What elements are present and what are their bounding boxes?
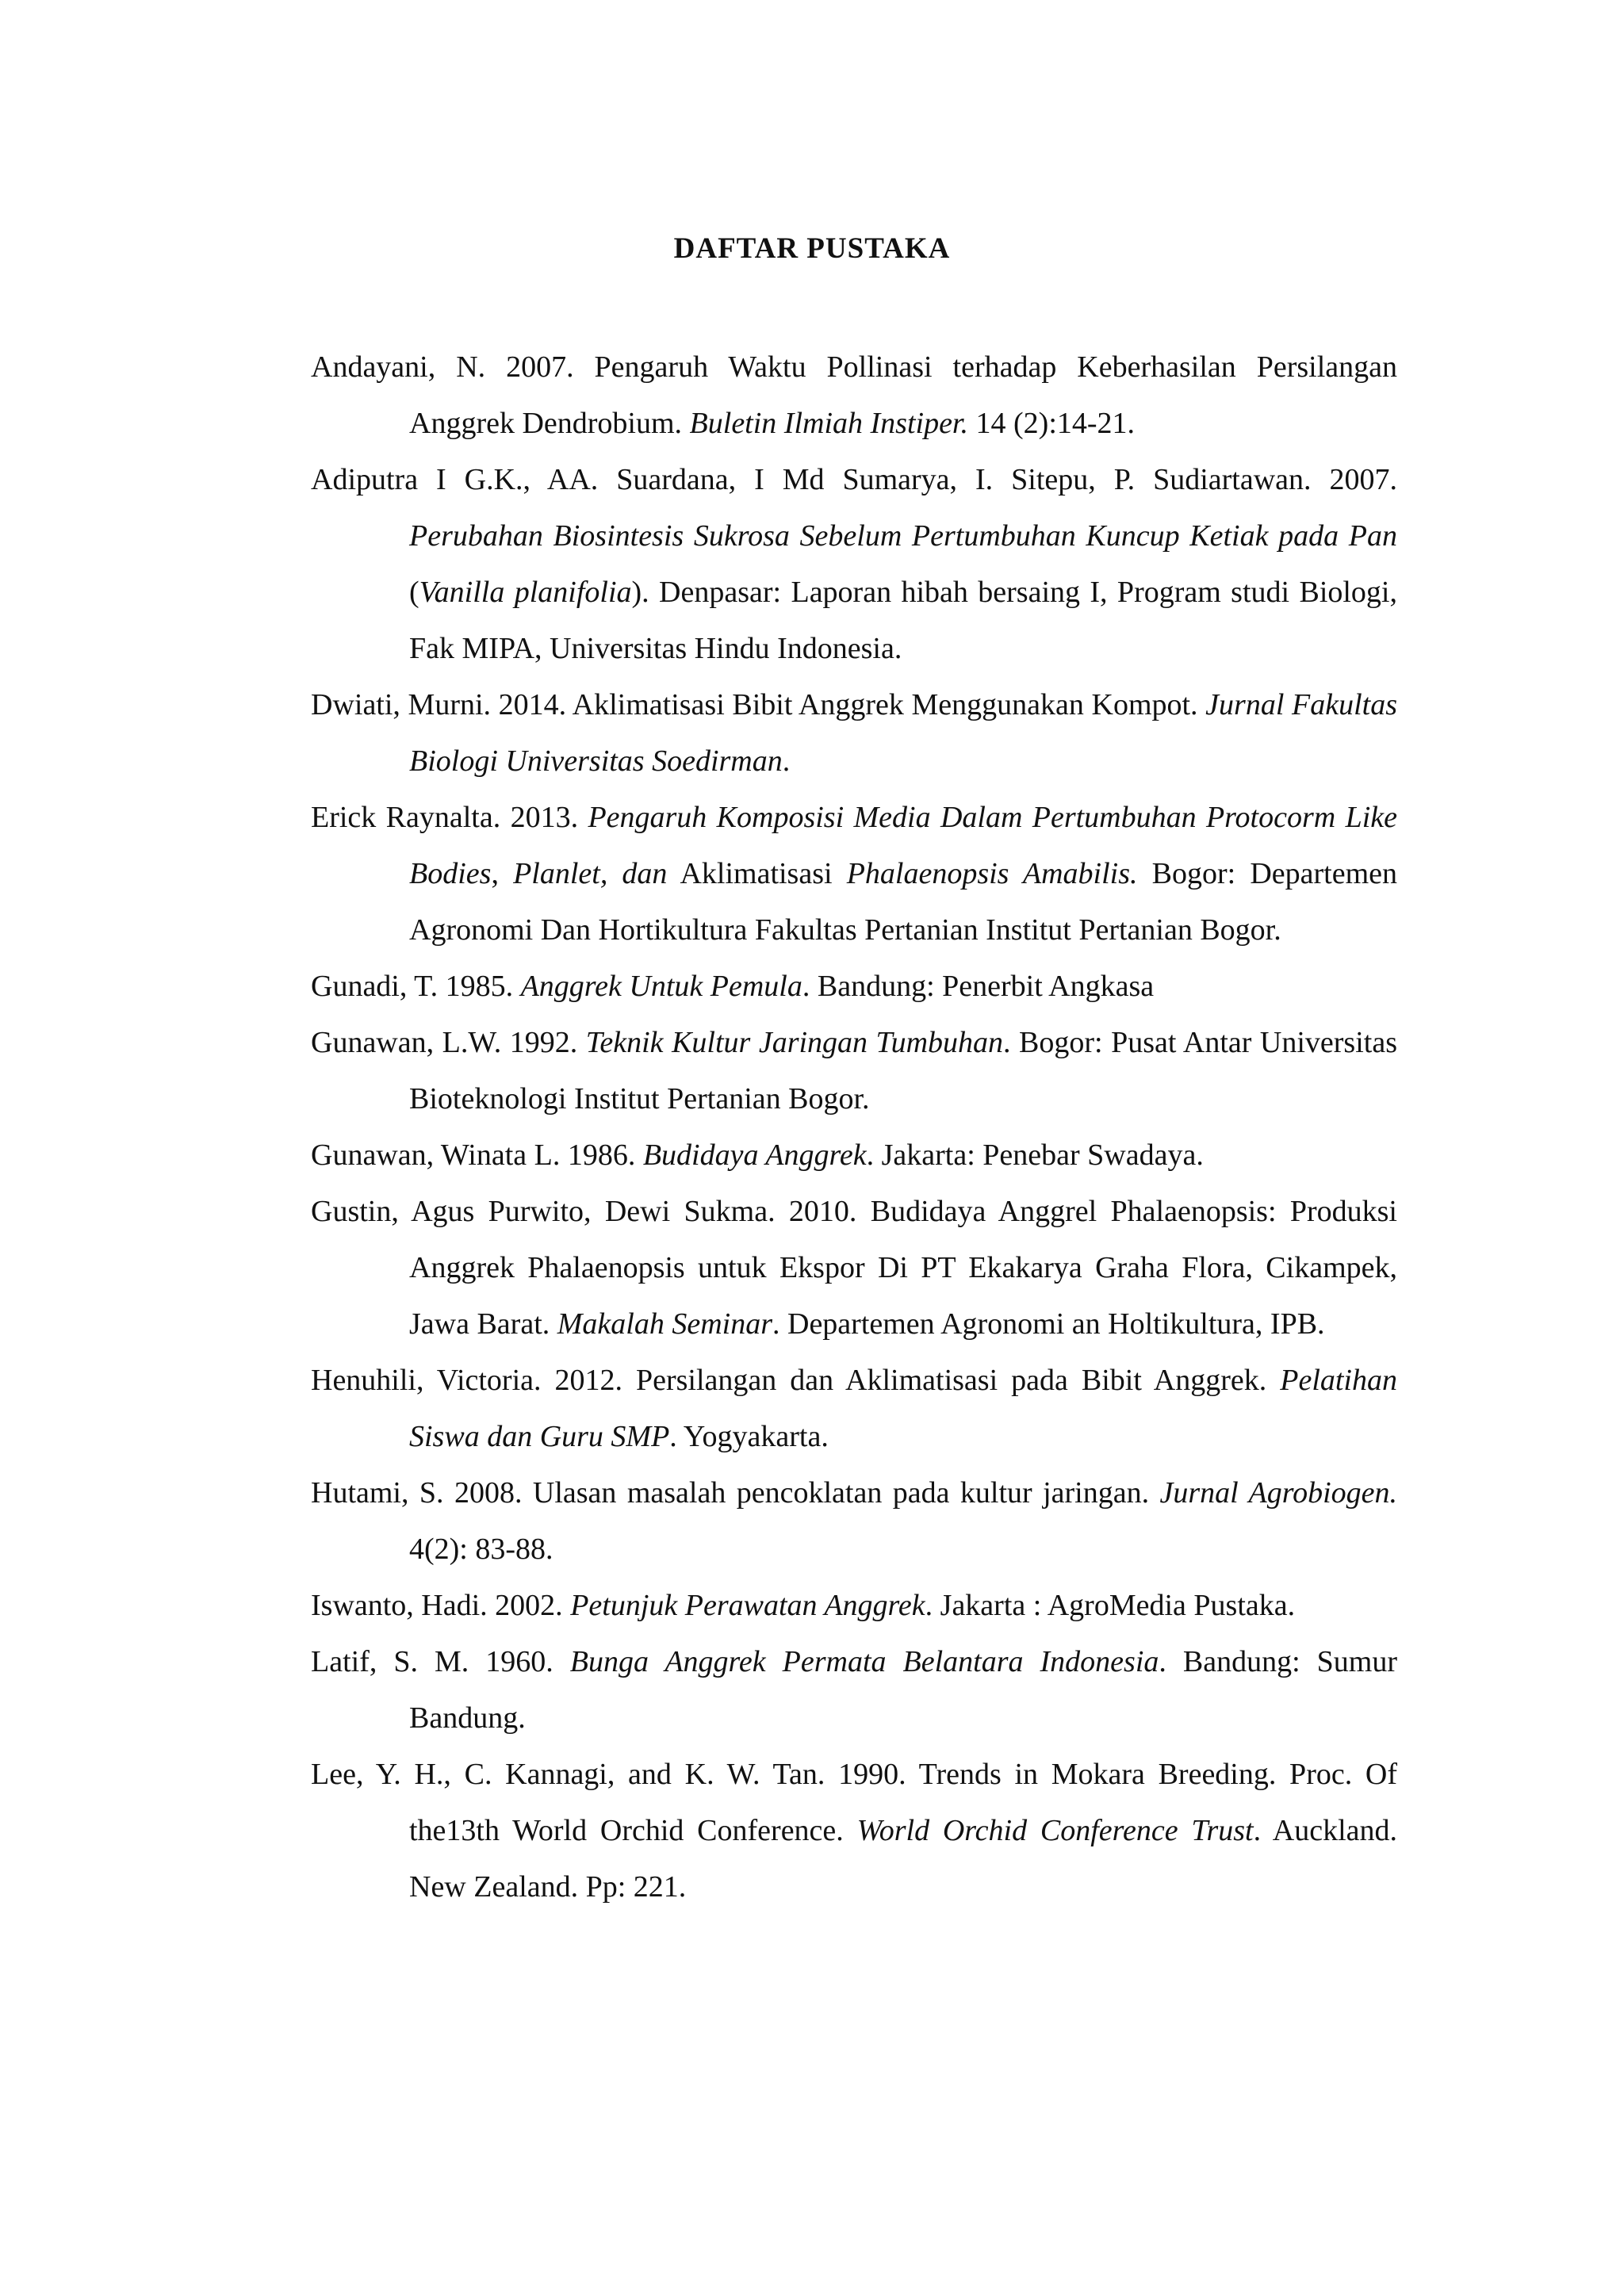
reference-segment: Gunadi, T. 1985. [311, 970, 521, 1003]
reference-item [311, 1634, 1397, 1747]
reference-segment: 4(2): 83-88. [409, 1533, 553, 1566]
reference-italic-segment: Jurnal Fakultas Biologi Universitas Soedirman [409, 688, 1397, 778]
reference-italic-segment: Vanilla planifolia [419, 576, 632, 609]
reference-item [311, 1184, 1397, 1353]
reference-segment: , [491, 857, 514, 890]
reference-segment: . Jakarta : AgroMedia Pustaka. [925, 1589, 1296, 1622]
reference-item [311, 959, 1397, 1015]
reference-italic-segment: Bunga Anggrek Permata Belantara Indonesia [569, 1645, 1159, 1678]
reference-segment: Hutami, S. 2008. Ulasan masalah pencoklatan pada kultur jaringan. [311, 1476, 1160, 1510]
reference-item [311, 790, 1397, 959]
reference-italic-segment: Pelatihan Siswa dan Guru SMP [409, 1364, 1397, 1453]
reference-italic-segment: Petunjuk Perawatan Anggrek [570, 1589, 925, 1622]
reference-segment: Gunawan, L.W. 1992. [311, 1026, 586, 1059]
reference-item [311, 1578, 1397, 1634]
reference-segment: . Jakarta: Penebar Swadaya. [866, 1138, 1204, 1172]
reference-segment: Aklimatisasi [667, 857, 847, 890]
reference-item [311, 1747, 1397, 1915]
reference-segment: Gunawan, Winata L. 1986. [311, 1138, 643, 1172]
reference-item [311, 1353, 1397, 1465]
reference-segment: Adiputra I G.K., AA. Suardana, I Md Sumarya, I. Sitepu, P. Sudiartawan. 2007. [311, 463, 1397, 496]
reference-segment: . Departemen Agronomi an Holtikultura, IPB. [772, 1307, 1325, 1341]
reference-italic-segment: Perubahan Biosintesis Sukrosa Sebelum Pertumbuhan Kuncup Ketiak pada Pan [409, 519, 1397, 553]
reference-italic-segment: Buletin Ilmiah Instiper. [689, 407, 969, 440]
reference-italic-segment: Pengaruh Komposisi Media Dalam Pertumbuhan Protocorm Like Bodies [409, 801, 1397, 890]
reference-segment: 14 (2):14-21. [968, 407, 1136, 440]
reference-item [311, 1015, 1397, 1127]
reference-item [311, 452, 1397, 677]
reference-italic-segment: World Orchid Conference Trust [856, 1814, 1254, 1847]
reference-item [311, 1465, 1397, 1578]
reference-segment: . Bandung: Penerbit Angkasa [802, 970, 1155, 1003]
reference-segment: ( [409, 576, 419, 609]
reference-italic-segment: Phalaenopsis Amabilis. [846, 857, 1138, 890]
reference-segment: ). Denpasar: Laporan hibah bersaing I, Program studi Biologi, Fak MIPA, Universitas Hindu Indonesia. [409, 576, 1397, 665]
reference-italic-segment: Planlet, dan [513, 857, 668, 890]
reference-segment: Lee, Y. H., C. Kannagi, and K. W. Tan. 1990. Trends in Mokara Breeding. Proc. Of the13th World Orchid Conference. [311, 1758, 1397, 1847]
reference-segment: Andayani, N. 2007. Pengaruh Waktu Pollinasi terhadap Keberhasilan Persilangan Anggrek Dendrobium. [311, 350, 1397, 440]
reference-segment: . Auckland. New Zealand. Pp: 221. [409, 1814, 1397, 1904]
reference-segment: Henuhili, Victoria. 2012. Persilangan dan Aklimatisasi pada Bibit Anggrek. [311, 1364, 1281, 1397]
reference-segment: . [782, 744, 791, 778]
reference-italic-segment: Makalah Seminar [557, 1307, 772, 1341]
reference-italic-segment: Teknik Kultur Jaringan Tumbuhan [585, 1026, 1004, 1059]
reference-segment: . Yogyakarta. [669, 1420, 829, 1453]
reference-segment: Latif, S. M. 1960. [311, 1645, 570, 1678]
reference-italic-segment: Budidaya Anggrek [642, 1138, 867, 1172]
page-title: DAFTAR PUSTAKA [673, 232, 951, 265]
reference-item [311, 677, 1397, 790]
reference-segment: Gustin, Agus Purwito, Dewi Sukma. 2010. Budidaya Anggrel Phalaenopsis: Produksi Anggrek Phalaenopsis untuk Ekspor Di PT Ekakarya Graha Flora, Cikampek, Jawa Barat. [311, 1195, 1397, 1341]
reference-item [311, 339, 1397, 452]
reference-segment: . Bogor: Pusat Antar Universitas Bioteknologi Institut Pertanian Bogor. [409, 1026, 1397, 1115]
reference-italic-segment: Jurnal Agrobiogen. [1159, 1476, 1397, 1510]
reference-item [311, 1127, 1397, 1184]
reference-italic-segment: Anggrek Untuk Pemula [520, 970, 802, 1003]
reference-segment: Iswanto, Hadi. 2002. [311, 1589, 571, 1622]
reference-segment: . Bandung: Sumur Bandung. [409, 1645, 1397, 1735]
reference-list [311, 339, 1397, 1915]
reference-segment: Erick Raynalta. 2013. [311, 801, 588, 834]
reference-segment: Dwiati, Murni. 2014. Aklimatisasi Bibit Anggrek Menggunakan Kompot. [311, 688, 1206, 721]
reference-segment: Bogor: Departemen Agronomi Dan Hortikultura Fakultas Pertanian Institut Pertanian Bogor. [409, 857, 1397, 947]
